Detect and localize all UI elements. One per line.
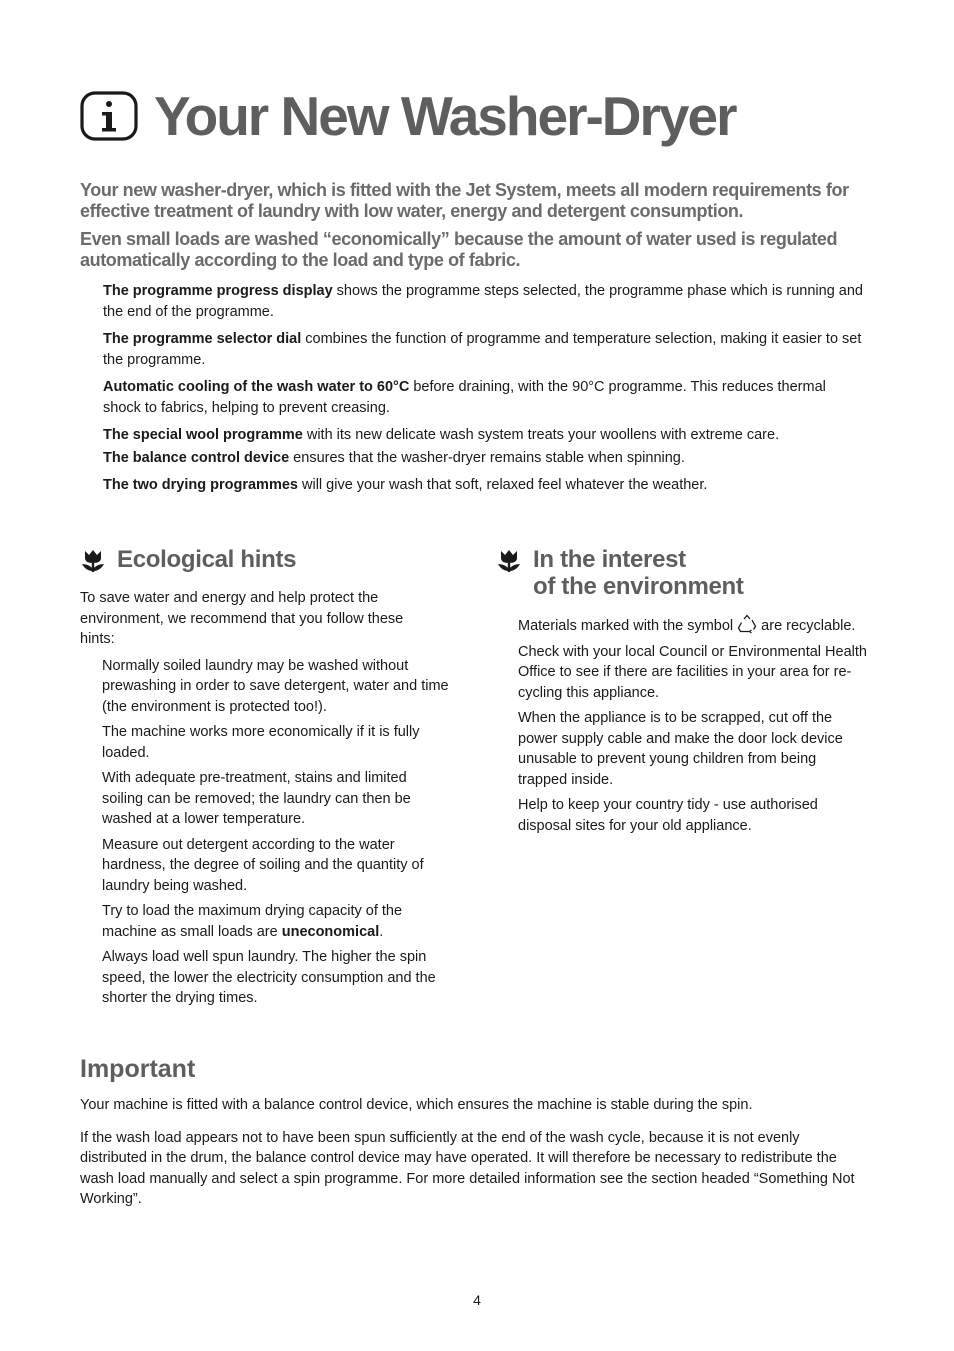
intro [80,180,870,278]
feature-name: The special wool programme [103,427,303,443]
feature-text: with its new delicate wash system treats your woollens with extreme care. [302,427,780,443]
recycle-icon [736,614,758,634]
hint-emphasis: uneconomical [281,923,380,940]
section-header [80,546,450,574]
feature-text: before draining, with the 90°C programme. This reduces thermal shock to fabrics, helping to prevent creasing. [103,379,826,416]
hint-item: The machine works more economically if it is fully loaded. [102,724,420,761]
hint-text: Try to load the maximum drying capacity of the machine as small loads are [102,903,403,940]
flower-icon [496,548,522,574]
hint-text: . [379,923,384,940]
hint-item: Normally soiled laundry may be washed without prewashing in order to save detergent, water and time (the environment is protected too!). [102,657,449,715]
environment-section [496,546,876,841]
feature-item [103,425,863,446]
flower-icon [80,548,106,574]
feature-item [103,475,863,496]
section-title-line: of the environment [533,573,744,600]
environment-item: Check with your local Council or Environmental Health Office to see if there are facilities in your area for re-cycling this appliance. [518,643,867,701]
feature-name: The balance control device [103,450,290,466]
feature-name: Automatic cooling of the wash water to 60°C [103,379,410,395]
env-text: Materials marked with the symbol [518,618,734,634]
section-title-line: In the interest [533,546,686,573]
feature-text: shows the programme steps selected, the programme phase which is running and the end of the programme. [103,283,863,320]
feature-list [103,281,863,498]
ecological-hints-section [80,546,450,1014]
page-title: Your New Washer-Dryer [154,85,736,147]
feature-item [103,329,863,371]
intro-paragraph: Even small loads are washed “economically” because the amount of water used is regulated automatically according to the load and type of fabric. [80,229,838,270]
feature-item [103,448,863,469]
section-title [533,546,744,600]
feature-text: combines the function of programme and temperature selection, making it easier to set the programme. [103,331,862,368]
info-icon [80,91,138,141]
page-number: 4 [473,1292,481,1308]
hint-item [102,901,450,942]
title-row [80,84,736,148]
feature-text: will give your wash that soft, relaxed feel whatever the weather. [297,477,708,493]
feature-name: The two drying programmes [103,477,298,493]
feature-item [103,281,863,323]
environment-item: Help to keep your country tidy - use authorised disposal sites for your old appliance. [518,797,818,834]
feature-name: The programme selector dial [103,331,302,347]
important-paragraph: If the wash load appears not to have been spun sufficiently at the end of the wash cycle, because it is not evenly distributed in the drum, the balance control device may have operated. It will therefore be necessary to redistribute the wash load manually and select a spin programme. For more detailed information see the section headed “Something Not Working”. [80,1129,855,1207]
env-text: are recyclable. [761,618,856,634]
important-paragraph: Your machine is fitted with a balance control device, which ensures the machine is stable during the spin. [80,1097,753,1113]
hint-item: Measure out detergent according to the water hardness, the degree of soiling and the quantity of laundry being washed. [102,836,424,894]
intro-paragraph: Your new washer-dryer, which is fitted with the Jet System, meets all modern requirements for effective treatment of laundry with low water, energy and detergent consumption. [80,180,849,221]
hint-item: With adequate pre-treatment, stains and limited soiling can be removed; the laundry can then be washed at a lower temperature. [102,770,411,827]
important-section [80,1053,870,1222]
feature-item [103,377,863,419]
section-lead: To save water and energy and help protect the environment, we recommend that you follow these hints: [80,590,404,647]
feature-text: ensures that the washer-dryer remains stable when spinning. [289,450,685,466]
environment-item [518,614,868,637]
section-header [496,546,876,600]
section-title: Ecological hints [117,546,297,573]
environment-list [518,614,868,836]
hint-item: Always load well spun laundry. The higher the spin speed, the lower the electricity consumption and the shorter the drying times. [102,949,436,1006]
feature-name: The programme progress display [103,283,333,299]
important-title: Important [80,1055,196,1083]
environment-item: When the appliance is to be scrapped, cut off the power supply cable and make the door lock device unusable to prevent young children from being trapped inside. [518,710,843,788]
